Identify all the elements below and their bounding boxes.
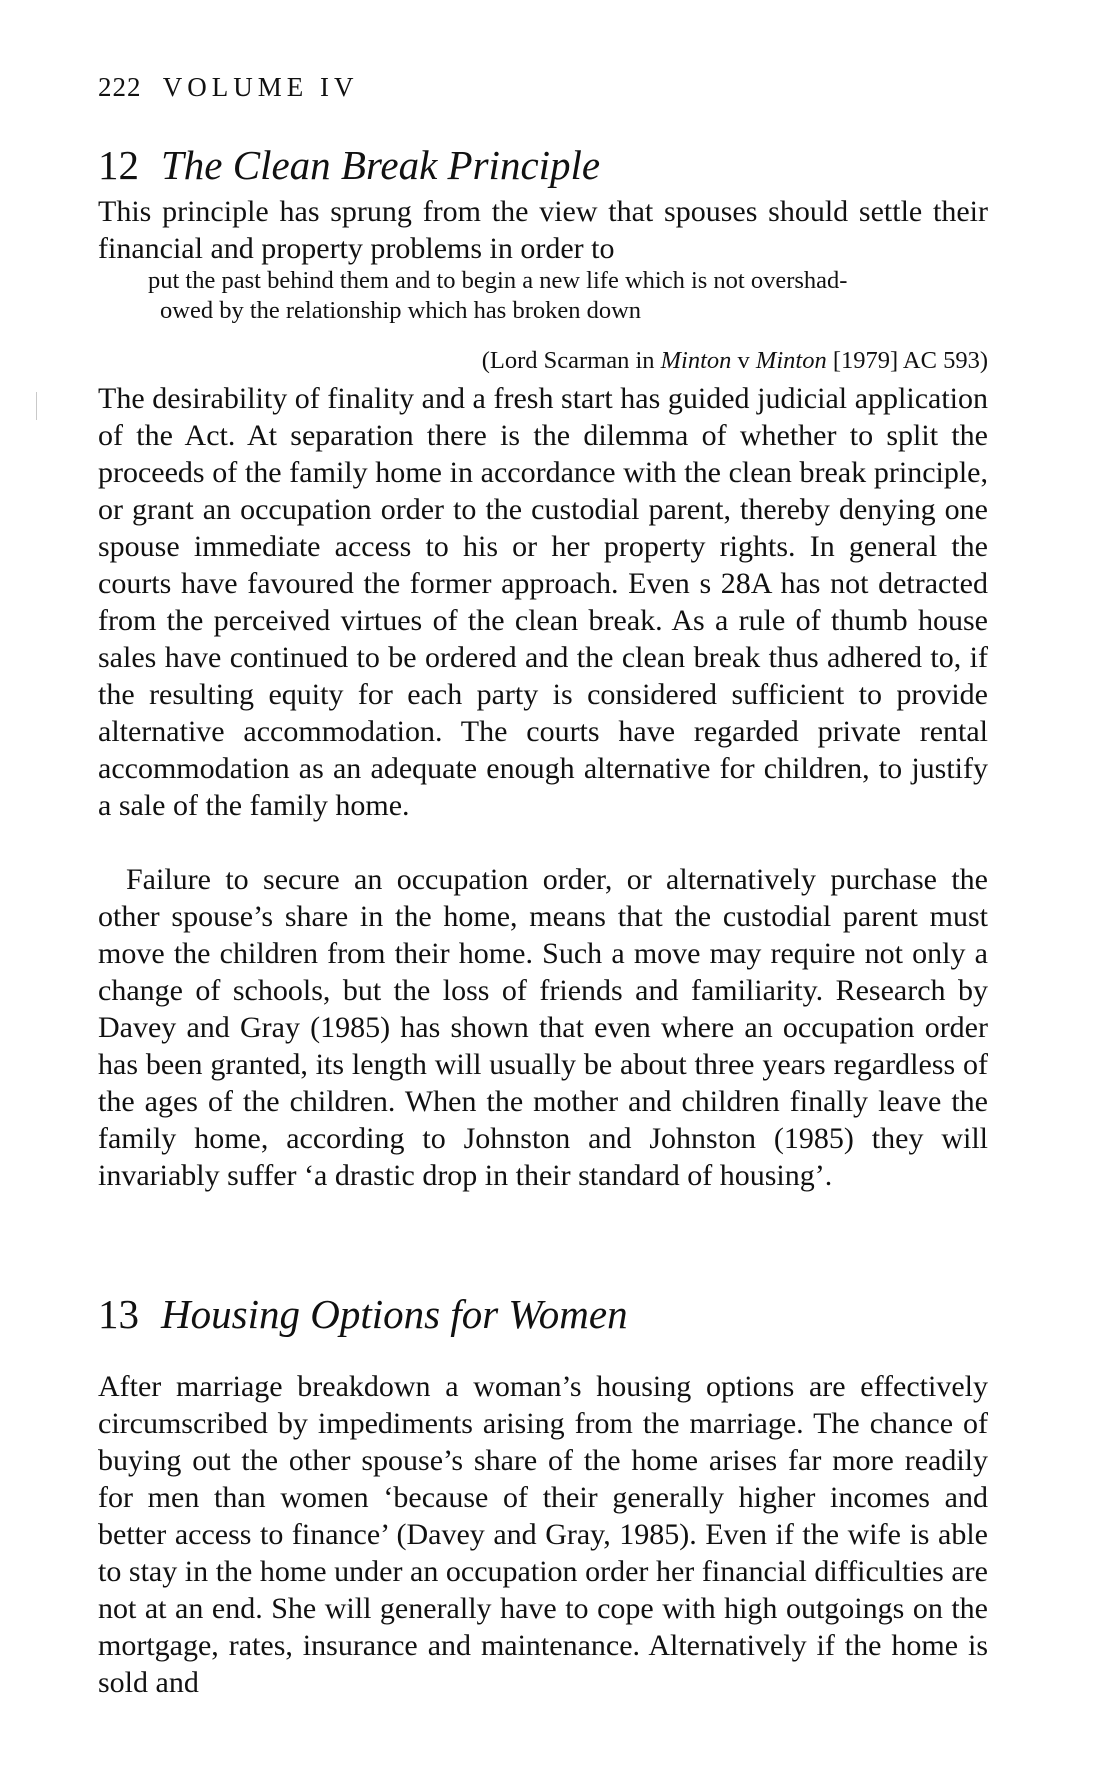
section-12-intro: This principle has sprung from the view that spouses should settle their financial and property problems in order to: [98, 195, 988, 265]
citation-prefix: (Lord Scarman in: [481, 347, 661, 374]
section-13-title: Housing Options for Women: [161, 1291, 628, 1337]
citation-suffix: [1979] AC 593): [826, 347, 988, 374]
section-12-title: The Clean Break Principle: [161, 142, 601, 188]
citation-case-a: Minton: [660, 347, 732, 374]
section-12-paragraph-2: Failure to secure an occupation order, or alternatively purchase the other spouse’s share in the home, means that the custodial parent must move the children from their home. Such a move may require not only a change of schools, but the loss of friends and familiarity. Research by Davey and Gray (1985) has shown that even where an occupation order has been granted, its length will usually be about three years regardless of the ages of the children. When the mother and children finally leave the family home, according to Johnston and Johnston (1985) they will invariably suffer ‘a drastic drop in their standard of housing’.: [98, 863, 988, 1192]
section-12-heading: [98, 142, 601, 188]
section-13-paragraph-1: After marriage breakdown a woman’s housing options are effectively circumscribed by impediments arising from the marriage. The chance of buying out the other spouse’s share of the home arises far more readily for men than women ‘because of their generally higher incomes and better access to finance’ (Davey and Gray, 1985). Even if the wife is able to stay in the home under an occupation order her financial difficulties are not at an end. She will generally have to cope with high outgoings on the mortgage, rates, insurance and maintenance. Alternatively if the home is sold and: [98, 1370, 988, 1699]
running-head: [98, 74, 359, 101]
quote-citation: [482, 346, 988, 376]
section-13-number: 13: [98, 1291, 139, 1337]
page-number: 222: [98, 72, 142, 102]
section-12-number: 12: [98, 142, 139, 188]
section-12-paragraph-1: The desirability of finality and a fresh start has guided judicial application of the Act. At separation there is the dilemma of whether to split the proceeds of the family home in accordance with the clean break principle, or grant an occupation order to the custodial parent, thereby denying one spouse immediate access to his or her property rights. In general the courts have favoured the former approach. Even s 28A has not detracted from the perceived virtues of the clean break. As a rule of thumb house sales have continued to be ordered and the clean break thus adhered to, if the resulting equity for each party is considered sufficient to provide alternative accommodation. The courts have regarded private rental accommodation as an adequate enough alternative for children, to justify a sale of the family home.: [98, 382, 988, 822]
block-quote: [148, 266, 988, 326]
citation-case-b: Minton: [755, 347, 827, 374]
section-13-heading: [98, 1291, 628, 1337]
citation-v: v: [731, 347, 756, 374]
volume-label: VOLUME IV: [162, 72, 359, 102]
margin-mark: [36, 392, 37, 420]
quote-line-1: put the past behind them and to begin a new life which is not overshad-: [148, 267, 848, 294]
quote-line-2: owed by the relationship which has broken down: [160, 297, 642, 324]
